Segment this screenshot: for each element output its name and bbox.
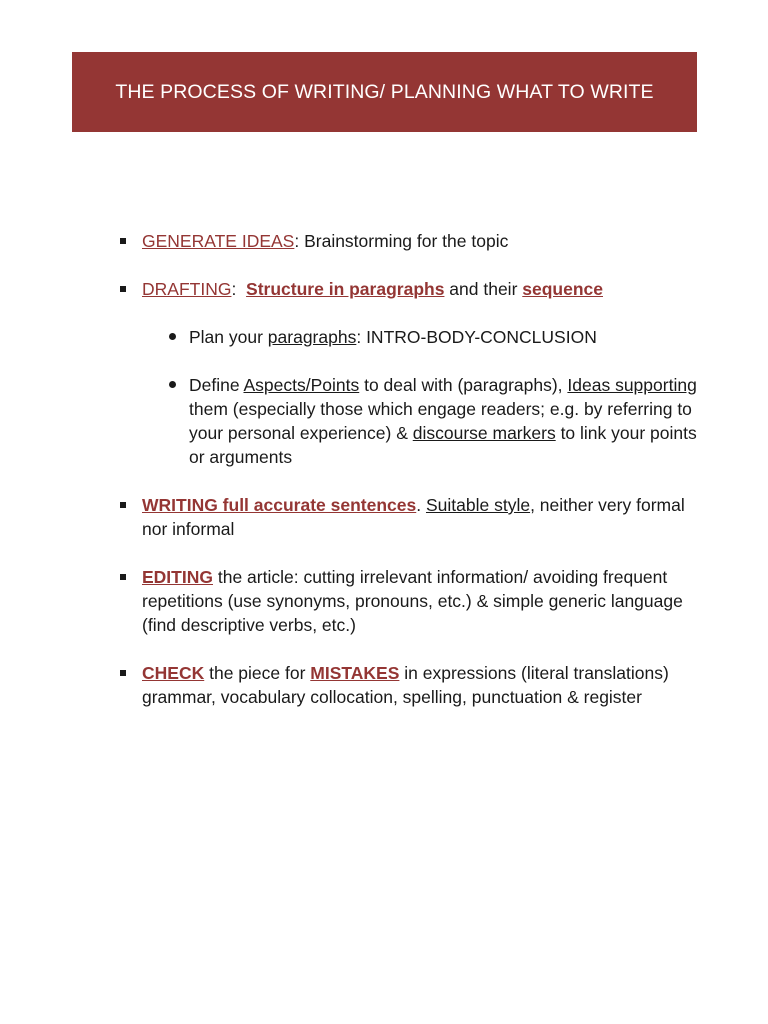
list-item-check bbox=[118, 661, 698, 709]
item-text: the piece for bbox=[204, 663, 311, 683]
underlined-suitable-style: Suitable style bbox=[425, 495, 531, 515]
bullet-list bbox=[118, 229, 698, 733]
square-bullet-icon bbox=[120, 574, 126, 580]
item-text: the article: cutting irrelevant information/ avoiding frequent repetitions (use synonyms, pronouns, etc.) & simple generic language (find descriptive verbs, etc.) bbox=[142, 567, 683, 635]
keyword-check: CHECK bbox=[142, 663, 205, 683]
item-text: to link your points or arguments bbox=[189, 423, 697, 467]
item-text: to deal with (paragraphs), bbox=[359, 375, 568, 395]
item-text: in expressions (literal translations) grammar, vocabulary collocation, spelling, punctuation & register bbox=[142, 663, 669, 707]
keyword-writing: WRITING full accurate sentences bbox=[142, 495, 417, 515]
keyword-structure-in-paragraphs: Structure in paragraphs bbox=[246, 279, 445, 299]
underlined-ideas-supporting: Ideas supporting bbox=[567, 375, 697, 395]
list-item-writing bbox=[118, 493, 698, 541]
item-text: and their bbox=[444, 279, 523, 299]
item-text: them (especially those which engage readers; e.g. by referring to your personal experience) & bbox=[189, 399, 692, 443]
list-item-editing bbox=[118, 565, 698, 637]
square-bullet-icon bbox=[120, 238, 126, 244]
keyword-sequence: sequence bbox=[522, 279, 603, 299]
underlined-discourse-markers: discourse markers bbox=[412, 423, 556, 443]
item-text: : Brainstorming for the topic bbox=[294, 231, 509, 251]
round-bullet-icon bbox=[169, 333, 176, 340]
sub-item-plan bbox=[118, 325, 698, 349]
underlined-paragraphs: paragraphs bbox=[267, 327, 357, 347]
item-text: : bbox=[231, 279, 247, 299]
list-item-generate-ideas bbox=[118, 229, 698, 253]
keyword-drafting: DRAFTING bbox=[142, 279, 232, 299]
square-bullet-icon bbox=[120, 502, 126, 508]
page-title: THE PROCESS OF WRITING/ PLANNING WHAT TO WRITE bbox=[115, 80, 654, 103]
item-text: : INTRO-BODY-CONCLUSION bbox=[356, 327, 597, 347]
keyword-generate-ideas: GENERATE IDEAS bbox=[142, 231, 295, 251]
keyword-editing: EDITING bbox=[142, 567, 213, 587]
item-text: , neither very formal nor informal bbox=[142, 495, 685, 539]
sub-item-define bbox=[118, 373, 698, 469]
list-item-drafting bbox=[118, 277, 698, 301]
square-bullet-icon bbox=[120, 670, 126, 676]
square-bullet-icon bbox=[120, 286, 126, 292]
keyword-mistakes: MISTAKES bbox=[310, 663, 400, 683]
underlined-aspects-points: Aspects/Points bbox=[243, 375, 360, 395]
round-bullet-icon bbox=[169, 381, 176, 388]
item-text: Define bbox=[189, 375, 244, 395]
item-text: . bbox=[416, 495, 426, 515]
item-text: Plan your bbox=[189, 327, 268, 347]
title-banner bbox=[72, 52, 697, 132]
